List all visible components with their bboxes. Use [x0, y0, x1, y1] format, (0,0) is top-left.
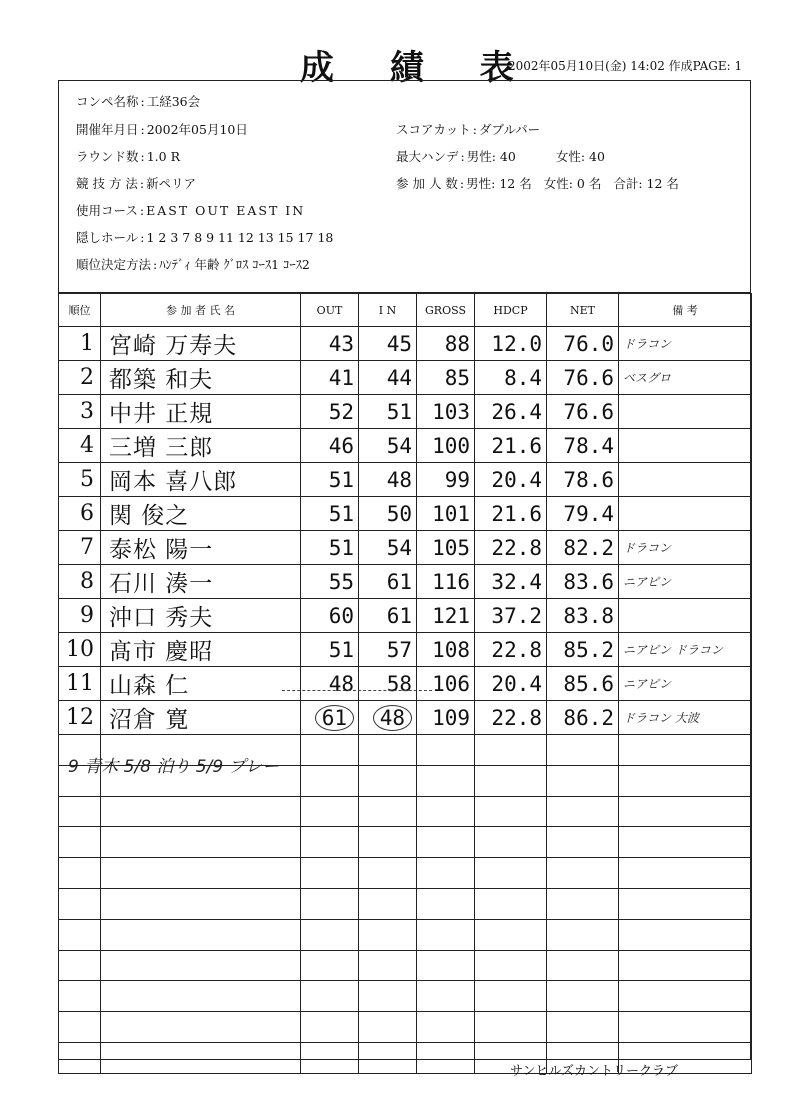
table-row [59, 395, 752, 429]
empty-cell [475, 981, 547, 1012]
empty-cell [475, 735, 547, 766]
cell-hdcp: 22.8 [475, 531, 547, 565]
empty-cell [547, 735, 619, 766]
cell-net: 85.6 [547, 667, 619, 701]
col-notes: 備 考 [619, 294, 752, 327]
empty-row [59, 919, 752, 950]
empty-cell [547, 950, 619, 981]
cell-out: 43 [301, 327, 359, 361]
cell-gross: 121 [417, 599, 475, 633]
cell-note [619, 463, 752, 497]
info-participants: 参 加 人 数 : 男性: 12 名 女性: 0 名 合計: 12 名 [396, 176, 679, 191]
cell-name: 宮崎 万寿夫 [101, 327, 301, 361]
cell-name: 沼倉 寛 [101, 701, 301, 735]
table-row [59, 361, 752, 395]
cell-hdcp: 22.8 [475, 701, 547, 735]
empty-row [59, 950, 752, 981]
empty-cell [619, 827, 752, 858]
empty-cell [301, 1012, 359, 1043]
empty-cell [417, 1042, 475, 1073]
empty-cell [359, 888, 417, 919]
cell-hdcp: 21.6 [475, 497, 547, 531]
cell-out: 55 [301, 565, 359, 599]
table-row [59, 429, 752, 463]
cell-name: 岡本 喜八郎 [101, 463, 301, 497]
cell-out: 46 [301, 429, 359, 463]
cell-name: 中井 正規 [101, 395, 301, 429]
cell-name: 都築 和夫 [101, 361, 301, 395]
info-course: 使用コース : EAST OUT EAST IN [76, 203, 306, 218]
info-method: 競 技 方 法 : 新ペリア [76, 176, 197, 191]
empty-cell [619, 981, 752, 1012]
cell-name: 石川 湊一 [101, 565, 301, 599]
empty-cell [619, 735, 752, 766]
empty-cell [417, 765, 475, 796]
empty-cell [475, 796, 547, 827]
cell-hdcp: 12.0 [475, 327, 547, 361]
cell-net: 79.4 [547, 497, 619, 531]
empty-cell [475, 1012, 547, 1043]
cell-hdcp: 21.6 [475, 429, 547, 463]
cell-note [619, 497, 752, 531]
empty-cell [417, 919, 475, 950]
table-row [59, 531, 752, 565]
empty-cell [59, 1012, 101, 1043]
empty-cell [359, 919, 417, 950]
cell-hdcp: 32.4 [475, 565, 547, 599]
empty-row [59, 796, 752, 827]
empty-cell [359, 858, 417, 889]
empty-cell [359, 765, 417, 796]
empty-cell [59, 1042, 101, 1073]
empty-cell [59, 858, 101, 889]
cell-hdcp: 37.2 [475, 599, 547, 633]
cell-note: ドラコン [619, 327, 752, 361]
empty-cell [301, 888, 359, 919]
empty-cell [475, 765, 547, 796]
cell-name: 髙市 慶昭 [101, 633, 301, 667]
empty-cell [59, 919, 101, 950]
table-row [59, 463, 752, 497]
empty-cell [301, 765, 359, 796]
handwritten-note: 9 青木 5/8 泊り 5/9 プレー [68, 757, 279, 777]
table-row [59, 497, 752, 531]
cell-out: 51 [301, 531, 359, 565]
empty-cell [101, 858, 301, 889]
circled-score: 48 [373, 705, 412, 731]
cell-in: 51 [359, 395, 417, 429]
cell-hdcp: 20.4 [475, 667, 547, 701]
cell-net: 83.6 [547, 565, 619, 599]
empty-cell [359, 1012, 417, 1043]
cell-note [619, 395, 752, 429]
cell-out: 51 [301, 463, 359, 497]
circled-score: 61 [315, 705, 354, 731]
cell-in: 54 [359, 429, 417, 463]
cell-net: 83.8 [547, 599, 619, 633]
empty-cell [59, 796, 101, 827]
cell-rank: 6 [59, 497, 101, 531]
empty-cell [417, 950, 475, 981]
empty-cell [359, 981, 417, 1012]
competition-info [58, 80, 751, 293]
cell-out: 60 [301, 599, 359, 633]
cell-in: 45 [359, 327, 417, 361]
empty-cell [619, 919, 752, 950]
empty-cell [101, 1042, 301, 1073]
cell-hdcp: 8.4 [475, 361, 547, 395]
empty-cell [359, 796, 417, 827]
col-name: 参 加 者 氏 名 [101, 294, 301, 327]
empty-cell [59, 981, 101, 1012]
empty-cell [475, 827, 547, 858]
cell-name: 沖口 秀夫 [101, 599, 301, 633]
empty-cell [301, 796, 359, 827]
info-max-handicap: 最大ハンデ : 男性: 40 女性: 40 [396, 149, 605, 164]
empty-cell [475, 950, 547, 981]
cell-in: 50 [359, 497, 417, 531]
cell-out: 51 [301, 497, 359, 531]
cell-in: 58 [359, 667, 417, 701]
empty-cell [619, 796, 752, 827]
cell-out: 41 [301, 361, 359, 395]
table-row [59, 701, 752, 735]
cell-gross: 116 [417, 565, 475, 599]
empty-cell [359, 950, 417, 981]
info-score-cut: スコアカット : ダブルパー [396, 122, 541, 137]
empty-cell [101, 1012, 301, 1043]
empty-cell [547, 796, 619, 827]
empty-cell [619, 1012, 752, 1043]
empty-cell [417, 858, 475, 889]
table-row [59, 633, 752, 667]
cell-in: 48 [359, 463, 417, 497]
cell-name: 山森 仁 [101, 667, 301, 701]
cell-rank: 5 [59, 463, 101, 497]
cell-out: 52 [301, 395, 359, 429]
info-date: 開催年月日 : 2002年05月10日 [76, 122, 248, 137]
cell-in: 61 [359, 599, 417, 633]
cell-note [619, 599, 752, 633]
cell-net: 82.2 [547, 531, 619, 565]
page-title: 成 績 表 [300, 48, 536, 88]
empty-cell [547, 981, 619, 1012]
col-net: NET [547, 294, 619, 327]
empty-cell [301, 1042, 359, 1073]
table-row [59, 667, 752, 701]
cell-name: 関 俊之 [101, 497, 301, 531]
col-out: OUT [301, 294, 359, 327]
cell-name: 泰松 陽一 [101, 531, 301, 565]
empty-cell [301, 858, 359, 889]
cell-net: 78.6 [547, 463, 619, 497]
empty-cell [101, 981, 301, 1012]
empty-cell [417, 796, 475, 827]
cell-net: 76.0 [547, 327, 619, 361]
cell-hdcp: 22.8 [475, 633, 547, 667]
cell-in: 57 [359, 633, 417, 667]
results-table [58, 293, 752, 1074]
empty-row [59, 827, 752, 858]
cell-rank: 11 [59, 667, 101, 701]
empty-cell [301, 950, 359, 981]
empty-cell [359, 827, 417, 858]
info-competition: コンペ名称 : 工経36会 [76, 94, 201, 109]
empty-cell [619, 858, 752, 889]
cell-rank: 12 [59, 701, 101, 735]
cell-rank: 10 [59, 633, 101, 667]
cell-in [359, 701, 417, 735]
info-rounds: ラウンド数 : 1.0 R [76, 149, 180, 164]
cell-gross: 109 [417, 701, 475, 735]
empty-cell [359, 1042, 417, 1073]
cell-gross: 108 [417, 633, 475, 667]
cell-net: 86.2 [547, 701, 619, 735]
empty-cell [101, 888, 301, 919]
empty-cell [59, 950, 101, 981]
cell-hdcp: 26.4 [475, 395, 547, 429]
empty-cell [547, 1012, 619, 1043]
empty-cell [59, 827, 101, 858]
cell-net: 78.4 [547, 429, 619, 463]
cell-rank: 7 [59, 531, 101, 565]
table-row [59, 565, 752, 599]
cell-note: ドラコン 大波 [619, 701, 752, 735]
info-hidden-holes: 隠しホール : 1 2 3 7 8 9 11 12 13 15 17 18 [76, 230, 334, 245]
empty-cell [619, 765, 752, 796]
created-timestamp: 2002年05月10日(金) 14:02 作成PAGE: 1 [508, 59, 743, 73]
empty-cell [301, 919, 359, 950]
empty-cell [475, 858, 547, 889]
empty-cell [417, 888, 475, 919]
cell-net: 76.6 [547, 361, 619, 395]
table-row [59, 327, 752, 361]
empty-cell [101, 919, 301, 950]
empty-row [59, 888, 752, 919]
table-header-row [59, 294, 752, 327]
empty-cell [101, 950, 301, 981]
cell-note: ニアピン ドラコン [619, 633, 752, 667]
empty-cell [417, 735, 475, 766]
cell-gross: 105 [417, 531, 475, 565]
table-row [59, 599, 752, 633]
cell-out: 51 [301, 633, 359, 667]
empty-cell [417, 981, 475, 1012]
cell-note [619, 429, 752, 463]
col-in: I N [359, 294, 417, 327]
empty-cell [101, 827, 301, 858]
cell-note: ニアピン [619, 667, 752, 701]
cell-in: 44 [359, 361, 417, 395]
cell-note: ニアピン [619, 565, 752, 599]
info-ranking-method: 順位決定方法 : ﾊﾝﾃﾞｨ 年齢 ｸﾞﾛｽ ｺｰｽ1 ｺｰｽ2 [76, 257, 310, 272]
empty-cell [547, 919, 619, 950]
cell-rank: 9 [59, 599, 101, 633]
empty-cell [359, 735, 417, 766]
cell-out: 48 [301, 667, 359, 701]
empty-cell [417, 1012, 475, 1043]
empty-cell [619, 950, 752, 981]
pencil-mark [282, 690, 432, 691]
cell-gross: 99 [417, 463, 475, 497]
empty-cell [547, 888, 619, 919]
empty-cell [417, 827, 475, 858]
col-hdcp: HDCP [475, 294, 547, 327]
cell-net: 76.6 [547, 395, 619, 429]
cell-gross: 101 [417, 497, 475, 531]
cell-rank: 2 [59, 361, 101, 395]
cell-note: ドラコン [619, 531, 752, 565]
empty-cell [475, 888, 547, 919]
cell-note: ベスグロ [619, 361, 752, 395]
cell-rank: 3 [59, 395, 101, 429]
cell-gross: 85 [417, 361, 475, 395]
col-rank: 順位 [59, 294, 101, 327]
empty-cell [475, 919, 547, 950]
empty-cell [547, 765, 619, 796]
cell-gross: 106 [417, 667, 475, 701]
cell-in: 54 [359, 531, 417, 565]
empty-cell [547, 827, 619, 858]
empty-row [59, 981, 752, 1012]
empty-cell [101, 796, 301, 827]
cell-net: 85.2 [547, 633, 619, 667]
cell-out [301, 701, 359, 735]
empty-row [59, 858, 752, 889]
cell-rank: 8 [59, 565, 101, 599]
cell-gross: 88 [417, 327, 475, 361]
cell-gross: 103 [417, 395, 475, 429]
empty-cell [301, 981, 359, 1012]
cell-in: 61 [359, 565, 417, 599]
cell-name: 三増 三郎 [101, 429, 301, 463]
cell-rank: 4 [59, 429, 101, 463]
cell-rank: 1 [59, 327, 101, 361]
cell-hdcp: 20.4 [475, 463, 547, 497]
empty-cell [59, 888, 101, 919]
col-gross: GROSS [417, 294, 475, 327]
empty-cell [301, 827, 359, 858]
cell-gross: 100 [417, 429, 475, 463]
club-name: サンヒルズカントリークラブ [510, 1064, 678, 1079]
empty-cell [547, 858, 619, 889]
empty-row [59, 1012, 752, 1043]
empty-cell [619, 888, 752, 919]
empty-cell [301, 735, 359, 766]
